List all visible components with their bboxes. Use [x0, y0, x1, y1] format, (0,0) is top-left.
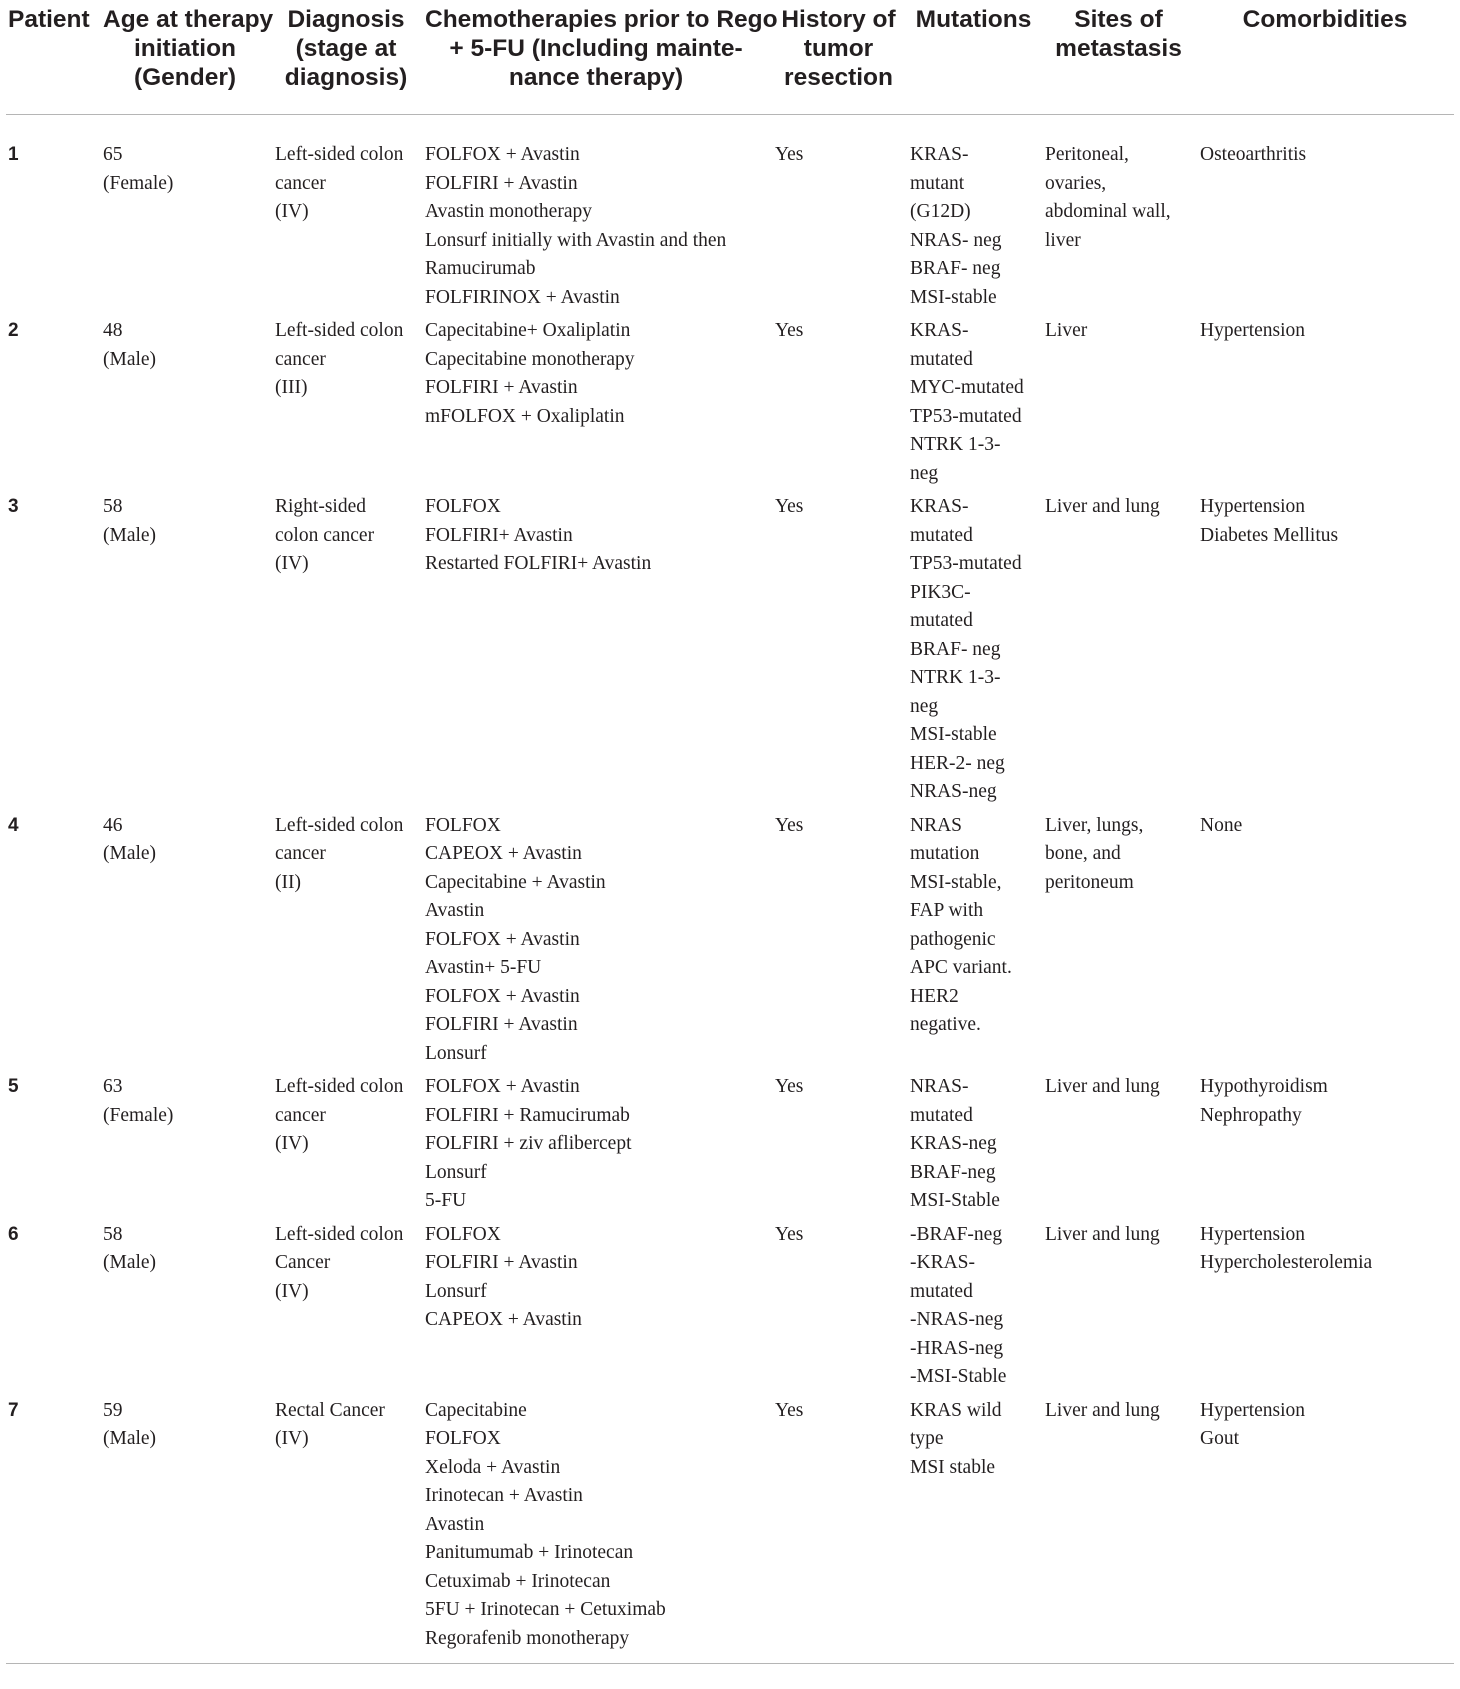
- header-chemotherapies: [421, 0, 778, 115]
- cell-line: (IV): [275, 1428, 309, 1449]
- cell-line: NRAS-neg: [910, 781, 997, 802]
- cell-metastasis: [1041, 1397, 1196, 1664]
- cell-metastasis: [1041, 812, 1196, 1074]
- cell-line: FOLFIRI + Avastin: [425, 172, 578, 194]
- cell-line: CAPEOX + Avastin: [425, 843, 582, 864]
- cell-line: Nephropathy: [1200, 1104, 1302, 1126]
- cell-line: type: [910, 1428, 944, 1449]
- cell-resection: [771, 317, 906, 493]
- cell-line: Lonsurf: [425, 1042, 487, 1064]
- cell-line: 63: [103, 1076, 123, 1097]
- cell-line: HER-2- neg: [910, 752, 1005, 774]
- table-header: [6, 0, 1454, 115]
- cell-patient: 2: [8, 320, 19, 341]
- cell-line: Liver and lung: [1045, 1399, 1160, 1421]
- cell-line: Rectal Cancer: [275, 1399, 385, 1421]
- cell-line: Irinotecan + Avastin: [425, 1485, 583, 1506]
- cell-line: FOLFIRI + Avastin: [425, 1014, 578, 1035]
- header-patient: [6, 0, 99, 115]
- cell-line: 59: [103, 1399, 123, 1421]
- cell-comorbidities: [1196, 115, 1454, 318]
- cell-line: Osteoarthritis: [1200, 144, 1307, 165]
- cell-line: Right-sided: [275, 496, 366, 517]
- cell-line: Cetuximab + Irinotecan: [425, 1570, 611, 1592]
- cell-line: (III): [275, 377, 308, 398]
- cell-line: Left-sided colon: [275, 144, 404, 165]
- table-row: [6, 493, 1454, 812]
- cell-line: 5FU + Irinotecan + Cetuximab: [425, 1599, 666, 1620]
- table-row: [6, 1397, 1454, 1664]
- cell-resection: [771, 115, 906, 318]
- patient-characteristics-table: [6, 0, 1454, 1664]
- cell-resection: [771, 1073, 906, 1221]
- cell-metastasis: [1041, 317, 1196, 493]
- cell-diagnosis: [271, 493, 421, 812]
- cell-line: mutated: [910, 524, 973, 546]
- cell-comorbidities: [1196, 317, 1454, 493]
- cell-line: Liver and lung: [1045, 1076, 1160, 1097]
- cell-mutations: [906, 317, 1041, 493]
- table-row: [6, 1073, 1454, 1221]
- cell-patient: 1: [8, 144, 19, 165]
- cell-line: abdominal wall,: [1045, 201, 1171, 222]
- cell-comorbidities: [1196, 1397, 1454, 1664]
- cell-line: cancer: [275, 348, 326, 370]
- header-metastasis: [1041, 0, 1196, 115]
- cell-patient: 5: [8, 1076, 19, 1097]
- cell-line: FOLFOX + Avastin: [425, 144, 580, 165]
- header-line: Patient: [8, 6, 90, 33]
- cell-metastasis: [1041, 1073, 1196, 1221]
- cell-line: Ramucirumab: [425, 258, 536, 279]
- cell-line: FOLFIRI + Avastin: [425, 1252, 578, 1273]
- cell-line: mutant: [910, 172, 965, 194]
- cell-metastasis: [1041, 1221, 1196, 1397]
- cell-line: Restarted FOLFIRI+ Avastin: [425, 553, 652, 574]
- cell-line: MSI-stable: [910, 724, 997, 745]
- cell-line: 58: [103, 1223, 123, 1245]
- header-line: Diagnosis: [287, 6, 405, 33]
- cell-line: BRAF- neg: [910, 258, 1001, 279]
- cell-comorbidities: [1196, 1073, 1454, 1221]
- cell-line: Capecitabine: [425, 1399, 527, 1421]
- cell-mutations: [906, 493, 1041, 812]
- cell-mutations: [906, 1397, 1041, 1664]
- table-container: [6, 0, 1454, 1664]
- cell-age: [99, 493, 271, 812]
- cell-line: KRAS-: [910, 320, 969, 341]
- cell-line: Liver: [1045, 320, 1088, 341]
- cell-line: (Female): [103, 1104, 174, 1126]
- cell-line: NTRK 1-3-: [910, 434, 1001, 455]
- cell-line: mFOLFOX + Oxaliplatin: [425, 405, 625, 427]
- cell-line: Yes: [775, 1076, 804, 1097]
- cell-line: (Male): [103, 843, 157, 864]
- cell-line: BRAF- neg: [910, 638, 1001, 660]
- cell-line: colon cancer: [275, 524, 375, 546]
- header-line: Sites of: [1074, 6, 1163, 33]
- cell-line: FOLFOX + Avastin: [425, 1076, 580, 1097]
- cell-line: neg: [910, 462, 939, 484]
- table-row: [6, 812, 1454, 1074]
- cell-line: Capecitabine+ Oxaliplatin: [425, 320, 631, 341]
- cell-diagnosis: [271, 1221, 421, 1397]
- header-line: Mutations: [915, 6, 1032, 33]
- cell-resection: [771, 1221, 906, 1397]
- cell-comorbidities: [1196, 493, 1454, 812]
- cell-line: Avastin monotherapy: [425, 201, 592, 222]
- cell-line: 46: [103, 814, 123, 836]
- cell-line: Diabetes Mellitus: [1200, 524, 1339, 546]
- cell-chemotherapies: [421, 115, 771, 318]
- cell-line: Yes: [775, 814, 804, 836]
- cell-line: (IV): [275, 1133, 309, 1154]
- cell-line: BRAF-neg: [910, 1161, 996, 1183]
- cell-line: (II): [275, 871, 301, 893]
- cell-line: FOLFIRI + ziv aflibercept: [425, 1133, 632, 1154]
- cell-line: Xeloda + Avastin: [425, 1456, 561, 1478]
- table-row: [6, 317, 1454, 493]
- cell-line: Lonsurf initially with Avastin and then: [425, 229, 727, 251]
- cell-line: CAPEOX + Avastin: [425, 1309, 582, 1330]
- cell-line: Hypercholesterolemia: [1200, 1252, 1373, 1273]
- cell-age: [99, 1073, 271, 1221]
- cell-line: Yes: [775, 320, 804, 341]
- header-line: metastasis: [1055, 35, 1182, 62]
- cell-age: [99, 812, 271, 1074]
- cell-line: -KRAS-: [910, 1252, 976, 1273]
- header-line: Comorbidities: [1242, 6, 1408, 33]
- cell-chemotherapies: [421, 1397, 771, 1664]
- cell-line: -HRAS-neg: [910, 1337, 1004, 1359]
- cell-line: (Male): [103, 1428, 157, 1449]
- cell-diagnosis: [271, 1073, 421, 1221]
- cell-line: (G12D): [910, 201, 971, 222]
- cell-line: FOLFOX: [425, 1428, 501, 1449]
- cell-line: Gout: [1200, 1428, 1239, 1449]
- cell-line: Left-sided colon: [275, 1076, 404, 1097]
- cell-line: (IV): [275, 553, 309, 574]
- header-diagnosis: [271, 0, 421, 115]
- cell-line: FOLFIRI+ Avastin: [425, 524, 573, 546]
- cell-age: [99, 1221, 271, 1397]
- cell-line: KRAS-neg: [910, 1133, 997, 1154]
- header-line: Age at therapy: [103, 6, 274, 33]
- cell-chemotherapies: [421, 1221, 771, 1397]
- cell-chemotherapies: [421, 812, 771, 1074]
- cell-resection: [771, 812, 906, 1074]
- cell-line: KRAS-: [910, 496, 969, 517]
- cell-line: (Male): [103, 348, 157, 370]
- header-line: initiation: [133, 35, 237, 62]
- header-line: (stage at: [295, 35, 397, 62]
- cell-line: Avastin+ 5-FU: [425, 957, 542, 978]
- header-line: diagnosis): [284, 64, 408, 91]
- cell-line: mutated: [910, 1280, 973, 1302]
- cell-line: liver: [1045, 229, 1081, 251]
- table-row: [6, 115, 1454, 318]
- cell-line: cancer: [275, 843, 326, 864]
- cell-line: MSI-stable,: [910, 871, 1002, 893]
- cell-line: MSI-stable: [910, 286, 997, 308]
- cell-line: Left-sided colon: [275, 814, 404, 836]
- cell-line: Liver and lung: [1045, 496, 1160, 517]
- cell-line: KRAS wild: [910, 1399, 1002, 1421]
- header-row: [6, 0, 1454, 115]
- cell-age: [99, 317, 271, 493]
- cell-line: NTRK 1-3-: [910, 667, 1001, 688]
- header-line: History of: [781, 6, 896, 33]
- cell-line: TP53-mutated: [910, 405, 1022, 427]
- cell-line: PIK3C-: [910, 581, 971, 603]
- cell-line: Hypertension: [1200, 1223, 1306, 1245]
- cell-line: APC variant.: [910, 957, 1012, 978]
- cell-chemotherapies: [421, 493, 771, 812]
- header-comorbidities: [1196, 0, 1454, 115]
- cell-line: (Female): [103, 172, 174, 194]
- cell-line: Regorafenib monotherapy: [425, 1627, 630, 1649]
- cell-diagnosis: [271, 115, 421, 318]
- cell-line: 5-FU: [425, 1190, 467, 1211]
- cell-line: NRAS: [910, 814, 963, 836]
- header-line: + 5-FU (Including mainte-: [449, 35, 743, 62]
- cell-line: Hypothyroidism: [1200, 1076, 1328, 1097]
- cell-line: Hypertension: [1200, 496, 1306, 517]
- cell-line: Yes: [775, 144, 804, 165]
- cell-line: cancer: [275, 172, 326, 194]
- cell-resection: [771, 1397, 906, 1664]
- cell-line: FOLFIRI + Avastin: [425, 377, 578, 398]
- cell-line: Avastin: [425, 900, 485, 921]
- cell-patient: 6: [8, 1223, 19, 1245]
- cell-line: TP53-mutated: [910, 553, 1022, 574]
- cell-line: negative.: [910, 1014, 981, 1035]
- cell-line: Yes: [775, 1223, 804, 1245]
- cell-patient: 4: [8, 814, 19, 836]
- cell-mutations: [906, 115, 1041, 318]
- cell-diagnosis: [271, 1397, 421, 1664]
- cell-line: 48: [103, 320, 123, 341]
- cell-line: FOLFOX + Avastin: [425, 985, 580, 1007]
- cell-age: [99, 115, 271, 318]
- cell-chemotherapies: [421, 317, 771, 493]
- cell-line: (IV): [275, 201, 309, 222]
- cell-metastasis: [1041, 493, 1196, 812]
- cell-line: Liver and lung: [1045, 1223, 1160, 1245]
- cell-line: NRAS- neg: [910, 229, 1002, 251]
- cell-line: 58: [103, 496, 123, 517]
- cell-line: FOLFIRI + Ramucirumab: [425, 1104, 630, 1126]
- cell-line: Capecitabine monotherapy: [425, 348, 635, 370]
- cell-line: pathogenic: [910, 928, 996, 950]
- cell-line: MYC-mutated: [910, 377, 1024, 398]
- cell-mutations: [906, 812, 1041, 1074]
- cell-line: neg: [910, 695, 939, 717]
- cell-line: Avastin: [425, 1513, 485, 1535]
- cell-line: -MSI-Stable: [910, 1366, 1007, 1387]
- cell-line: Liver, lungs,: [1045, 814, 1144, 836]
- cell-resection: [771, 493, 906, 812]
- cell-diagnosis: [271, 812, 421, 1074]
- cell-line: mutated: [910, 610, 973, 631]
- cell-line: ovaries,: [1045, 172, 1107, 194]
- cell-line: NRAS-: [910, 1076, 969, 1097]
- cell-line: MSI-Stable: [910, 1190, 1000, 1211]
- cell-line: -NRAS-neg: [910, 1309, 1004, 1330]
- cell-line: -BRAF-neg: [910, 1223, 1003, 1245]
- cell-line: KRAS-: [910, 144, 969, 165]
- cell-line: None: [1200, 814, 1243, 836]
- cell-line: peritoneum: [1045, 871, 1134, 893]
- cell-line: MSI stable: [910, 1456, 996, 1478]
- header-age: [99, 0, 274, 115]
- table-body: [6, 115, 1454, 1664]
- cell-chemotherapies: [421, 1073, 771, 1221]
- cell-line: Panitumumab + Irinotecan: [425, 1542, 634, 1563]
- cell-mutations: [906, 1221, 1041, 1397]
- cell-line: Left-sided colon: [275, 1223, 404, 1245]
- cell-line: cancer: [275, 1104, 326, 1126]
- cell-line: Peritoneal,: [1045, 144, 1129, 165]
- cell-line: FOLFOX: [425, 1223, 501, 1245]
- cell-mutations: [906, 1073, 1041, 1221]
- header-line: nance therapy): [508, 64, 684, 91]
- cell-line: mutated: [910, 348, 973, 370]
- cell-line: Lonsurf: [425, 1280, 487, 1302]
- cell-line: mutation: [910, 843, 980, 864]
- cell-line: Left-sided colon: [275, 320, 404, 341]
- cell-diagnosis: [271, 317, 421, 493]
- cell-metastasis: [1041, 115, 1196, 318]
- header-line: (Gender): [133, 64, 237, 91]
- header-mutations: [906, 0, 1041, 115]
- cell-line: HER2: [910, 985, 959, 1007]
- cell-comorbidities: [1196, 1221, 1454, 1397]
- cell-patient: 7: [6, 1397, 99, 1664]
- cell-line: (Male): [103, 1252, 157, 1273]
- table-row: [6, 1221, 1454, 1397]
- header-line: Chemotherapies prior to Rego: [425, 6, 778, 33]
- cell-age: [99, 1397, 271, 1664]
- cell-line: Hypertension: [1200, 1399, 1306, 1421]
- cell-line: 65: [103, 144, 123, 165]
- cell-line: Yes: [775, 496, 804, 517]
- cell-patient: 3: [8, 496, 19, 517]
- header-line: resection: [784, 64, 893, 91]
- cell-line: Lonsurf: [425, 1161, 487, 1183]
- cell-line: FOLFIRINOX + Avastin: [425, 286, 620, 308]
- cell-line: FOLFOX: [425, 814, 501, 836]
- cell-line: Yes: [775, 1399, 804, 1421]
- header-resection: [771, 0, 906, 115]
- cell-line: FOLFOX: [425, 496, 501, 517]
- cell-line: bone, and: [1045, 843, 1121, 864]
- cell-comorbidities: [1196, 812, 1454, 1074]
- cell-line: FOLFOX + Avastin: [425, 928, 580, 950]
- cell-line: (Male): [103, 524, 157, 546]
- header-line: tumor: [803, 35, 874, 62]
- cell-line: Cancer: [275, 1252, 331, 1273]
- cell-line: (IV): [275, 1280, 309, 1302]
- cell-line: mutated: [910, 1104, 973, 1126]
- cell-line: Capecitabine + Avastin: [425, 871, 606, 893]
- cell-line: FAP with: [910, 900, 984, 921]
- cell-line: Hypertension: [1200, 320, 1306, 341]
